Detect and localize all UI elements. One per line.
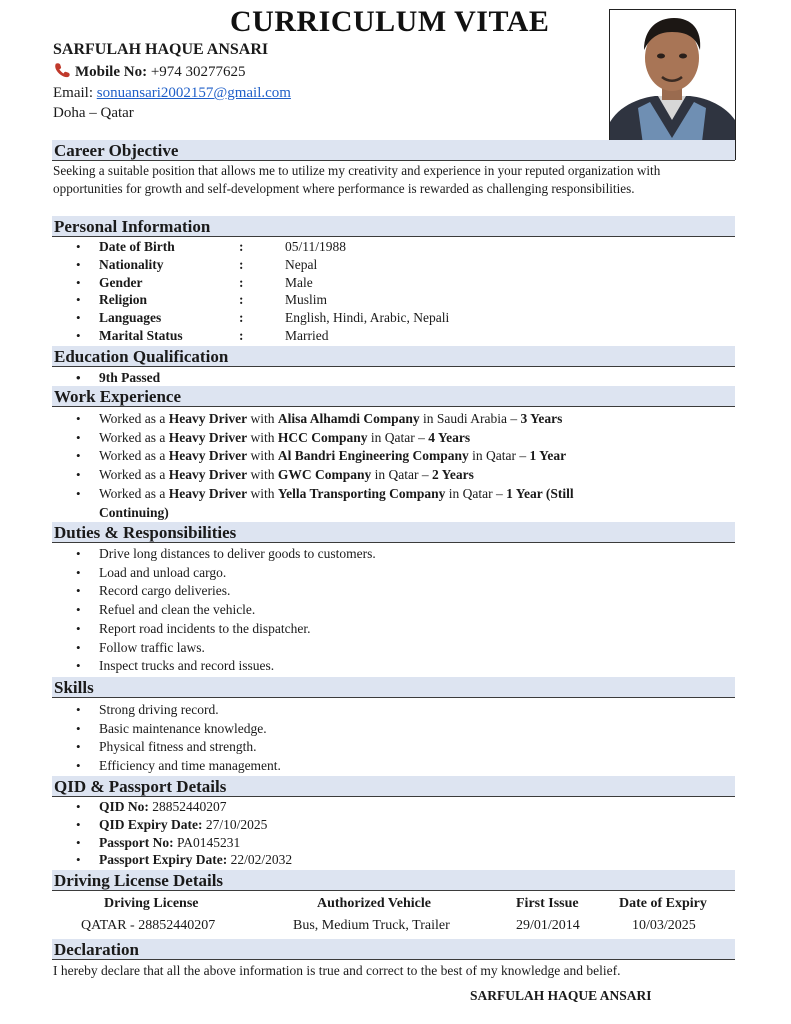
email-link[interactable]: sonuansari2002157@gmail.com bbox=[96, 85, 291, 101]
license-cell: Bus, Medium Truck, Trailer bbox=[293, 918, 450, 933]
license-cell: 10/03/2025 bbox=[632, 918, 696, 933]
person-portrait-image bbox=[610, 10, 735, 159]
duty-item: • Record cargo deliveries. bbox=[0, 582, 376, 601]
work-company: GWC Company bbox=[277, 467, 372, 483]
info-key: Religion bbox=[99, 292, 148, 308]
work-text: in Qatar – bbox=[468, 448, 530, 464]
license-header-cell: Authorized Vehicle bbox=[317, 896, 431, 911]
qid-item bbox=[0, 851, 292, 869]
document-title: CURRICULUM VITAE bbox=[230, 5, 550, 38]
qid-list bbox=[0, 798, 292, 869]
work-text: in Qatar – bbox=[371, 467, 432, 483]
info-sep: : bbox=[239, 274, 244, 290]
section-qid-passport: QID & Passport Details bbox=[52, 776, 735, 797]
work-role: Heavy Driver bbox=[168, 429, 248, 445]
section-work-experience: Work Experience bbox=[52, 386, 735, 407]
personal-info-item bbox=[0, 256, 449, 274]
career-objective-text: Seeking a suitable position that allows me to utilize my creativity and experience in your reputed organization with opportunities for growth and self-development where performance is rewarded as challenging responsibilities. bbox=[53, 163, 661, 196]
work-company: HCC Company bbox=[277, 429, 368, 445]
candidate-name: SARFULAH HAQUE ANSARI bbox=[53, 41, 269, 58]
work-duration: 2 Years bbox=[432, 467, 474, 483]
section-skills: Skills bbox=[52, 677, 735, 698]
work-duration: 1 Year (Still bbox=[506, 485, 574, 501]
section-education: Education Qualification bbox=[52, 346, 735, 367]
work-company: Yella Transporting Company bbox=[277, 485, 446, 501]
work-item bbox=[0, 485, 574, 522]
qid-label: Passport No: bbox=[99, 834, 174, 850]
qid-value: PA0145231 bbox=[173, 834, 241, 850]
info-key: Date of Birth bbox=[99, 239, 175, 254]
section-declaration: Declaration bbox=[52, 939, 735, 960]
work-item bbox=[0, 466, 574, 485]
declaration-text: I hereby declare that all the above information is true and correct to the best of my knowledge and belief. bbox=[53, 963, 621, 978]
qid-value: 28852440207 bbox=[148, 799, 227, 814]
license-cell: 29/01/2014 bbox=[516, 918, 580, 933]
qid-label: QID No: bbox=[99, 799, 149, 814]
info-sep: : bbox=[239, 327, 244, 343]
qid-item bbox=[0, 834, 292, 852]
work-item bbox=[0, 410, 574, 429]
phone-icon bbox=[53, 62, 71, 78]
qid-item bbox=[0, 816, 292, 834]
info-value: Male bbox=[285, 274, 313, 290]
info-key: Nationality bbox=[99, 256, 164, 272]
personal-info-item bbox=[0, 274, 449, 292]
license-header-cell: First Issue bbox=[516, 896, 579, 911]
location: Doha – Qatar bbox=[53, 105, 134, 121]
section-personal-information: Personal Information bbox=[52, 216, 735, 237]
education-item: • 9th Passed bbox=[0, 369, 160, 388]
info-sep: : bbox=[239, 310, 244, 326]
personal-info-item bbox=[0, 327, 449, 345]
skill-item: • Basic maintenance knowledge. bbox=[0, 720, 281, 739]
skills-list bbox=[0, 701, 281, 776]
work-text: Worked as a bbox=[99, 485, 169, 501]
work-text: in Qatar – bbox=[367, 429, 429, 445]
work-company: Alisa Alhamdi Company bbox=[277, 411, 420, 426]
skill-item: • Strong driving record. bbox=[0, 701, 281, 720]
personal-info-list bbox=[0, 238, 449, 345]
work-text: in Saudi Arabia – bbox=[419, 411, 521, 426]
personal-info-item bbox=[0, 309, 449, 327]
work-text: in Qatar – bbox=[445, 485, 507, 501]
info-key: Gender bbox=[99, 274, 143, 290]
section-driving-license: Driving License Details bbox=[52, 870, 735, 891]
work-role: Heavy Driver bbox=[168, 485, 248, 501]
info-sep: : bbox=[239, 256, 244, 272]
work-duration-continued: Continuing) bbox=[99, 504, 169, 520]
work-text: with bbox=[247, 485, 278, 501]
qid-item bbox=[0, 798, 292, 816]
duties-list bbox=[0, 545, 376, 676]
work-item bbox=[0, 429, 574, 448]
duty-item: • Inspect trucks and record issues. bbox=[0, 657, 376, 676]
work-text: with bbox=[247, 429, 278, 445]
work-duration: 1 Year bbox=[529, 448, 567, 464]
personal-info-item bbox=[0, 238, 449, 256]
license-header-cell: Date of Expiry bbox=[619, 896, 707, 911]
skill-item: • Efficiency and time management. bbox=[0, 757, 281, 776]
info-value: Nepal bbox=[285, 256, 318, 272]
duty-item: • Load and unload cargo. bbox=[0, 564, 376, 583]
duty-item: • Drive long distances to deliver goods to customers. bbox=[0, 545, 376, 564]
duty-item: • Report road incidents to the dispatcher. bbox=[0, 620, 376, 639]
email-line bbox=[53, 83, 291, 103]
work-text: Worked as a bbox=[99, 448, 169, 464]
education-list bbox=[0, 369, 160, 388]
duty-item: • Refuel and clean the vehicle. bbox=[0, 601, 376, 620]
section-career-objective: Career Objective bbox=[52, 140, 735, 161]
email-label: Email: bbox=[53, 85, 93, 101]
work-role: Heavy Driver bbox=[168, 448, 248, 464]
info-value: Muslim bbox=[285, 292, 328, 308]
work-role: Heavy Driver bbox=[168, 467, 248, 483]
mobile-label: Mobile No: bbox=[75, 64, 148, 80]
info-value: 05/11/1988 bbox=[285, 239, 347, 254]
skill-item: • Physical fitness and strength. bbox=[0, 738, 281, 757]
qid-label: Passport Expiry Date: bbox=[99, 852, 228, 868]
info-sep: : bbox=[239, 239, 244, 254]
section-duties: Duties & Responsibilities bbox=[52, 522, 735, 543]
info-value: Married bbox=[285, 327, 329, 343]
info-key: Languages bbox=[99, 310, 162, 326]
license-cell: QATAR - 28852440207 bbox=[81, 918, 216, 933]
work-company: Al Bandri Engineering Company bbox=[277, 448, 469, 464]
personal-info-item bbox=[0, 291, 449, 309]
work-item bbox=[0, 447, 574, 466]
work-experience-list bbox=[0, 410, 574, 522]
duty-item: • Follow traffic laws. bbox=[0, 639, 376, 658]
info-key: Marital Status bbox=[99, 327, 183, 343]
work-text: Worked as a bbox=[99, 467, 169, 483]
license-header-cell: Driving License bbox=[104, 896, 199, 911]
work-duration: 3 Years bbox=[520, 411, 563, 426]
work-duration: 4 Years bbox=[428, 429, 471, 445]
work-text: Worked as a bbox=[99, 429, 169, 445]
mobile-value: +974 30277625 bbox=[150, 64, 246, 80]
info-sep: : bbox=[239, 292, 244, 308]
profile-photo bbox=[609, 9, 736, 160]
work-text: with bbox=[247, 448, 278, 464]
work-text: with bbox=[247, 411, 278, 426]
mobile-line bbox=[53, 62, 246, 82]
qid-value: 22/02/2032 bbox=[227, 852, 293, 868]
signature-name: SARFULAH HAQUE ANSARI bbox=[470, 988, 652, 1003]
work-text: with bbox=[247, 467, 278, 483]
qid-value: 27/10/2025 bbox=[202, 816, 268, 832]
qid-label: QID Expiry Date: bbox=[99, 816, 203, 832]
info-value: English, Hindi, Arabic, Nepali bbox=[285, 310, 450, 326]
work-text: Worked as a bbox=[99, 411, 169, 426]
work-role: Heavy Driver bbox=[168, 411, 248, 426]
